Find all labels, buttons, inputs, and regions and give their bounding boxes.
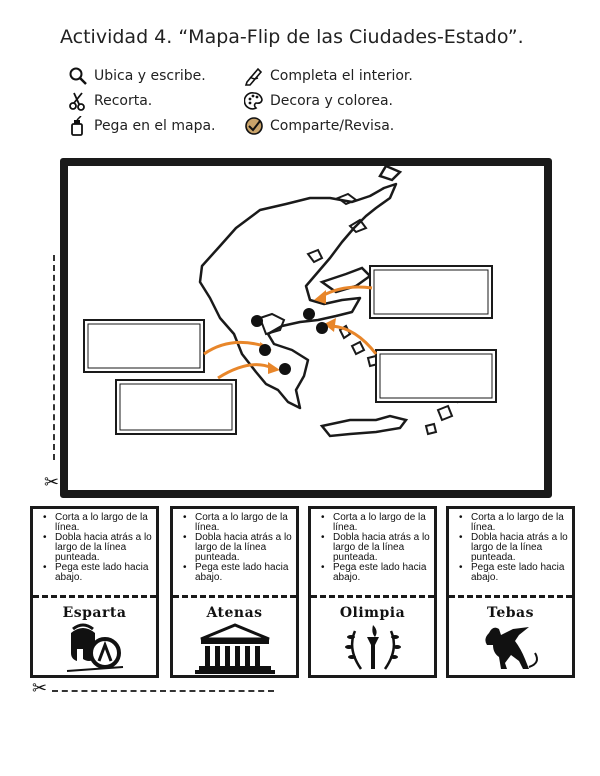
flap-instruction: • Corta a lo largo de la línea. (41, 513, 152, 533)
city-dot (303, 308, 315, 320)
fold-line (173, 595, 296, 598)
magnifier-icon (68, 66, 88, 86)
instruction-label: Pega en el mapa. (94, 118, 216, 134)
instruction-label: Recorta. (94, 93, 153, 109)
greece-map (60, 158, 552, 498)
flap-instruction: • Dobla hacia atrás a lo largo de la línea punteada. (181, 533, 292, 563)
flap-tebas (446, 506, 575, 678)
city-name: Tebas (487, 605, 534, 621)
glue-icon (68, 116, 88, 136)
greece-mainland-outline (200, 184, 396, 408)
page-title: Actividad 4. “Mapa-Flip de las Ciudades-Estado”. (60, 26, 524, 48)
city-dot (279, 363, 291, 375)
city-name: Esparta (62, 605, 127, 621)
instruction-share (244, 116, 394, 136)
city-name: Olimpia (339, 605, 406, 621)
instruction-decorate (244, 91, 393, 111)
flap-instruction: • Pega este lado hacia abajo. (457, 563, 568, 583)
flap-instruction: • Dobla hacia atrás a lo largo de la línea punteada. (319, 533, 430, 563)
city-dot (316, 322, 328, 334)
fold-line (311, 595, 434, 598)
fold-line (33, 595, 156, 598)
olympic-torch-laurel-icon (331, 623, 415, 675)
fold-line (449, 595, 572, 598)
spartan-helmet-shield-icon (53, 623, 137, 675)
sphinx-icon (469, 623, 553, 675)
instruction-glue (68, 116, 216, 136)
flap-instruction: • Pega este lado hacia abajo. (319, 563, 430, 583)
horizontal-cut-line (52, 690, 274, 692)
instruction-cut (68, 91, 152, 111)
city-name: Atenas (206, 605, 263, 621)
city-dot (251, 315, 263, 327)
flap-instruction: • Corta a lo largo de la línea. (457, 513, 568, 533)
label-scroll-top-right (370, 266, 492, 318)
flap-instruction: • Dobla hacia atrás a lo largo de la línea punteada. (457, 533, 568, 563)
scissors-icon: ✂ (32, 678, 48, 699)
instruction-label: Decora y colorea. (270, 93, 393, 109)
flap-instruction: • Pega este lado hacia abajo. (41, 563, 152, 583)
flap-atenas (170, 506, 299, 678)
instruction-complete (244, 66, 413, 86)
check-badge-icon (244, 116, 264, 136)
scissors-icon: ✂ (44, 472, 60, 493)
parthenon-icon (193, 623, 277, 675)
pointer-arrows (204, 287, 376, 378)
label-scroll-left-top (84, 320, 204, 372)
instruction-locate (68, 66, 206, 86)
flap-instruction: • Corta a lo largo de la línea. (181, 513, 292, 533)
instruction-label: Ubica y escribe. (94, 68, 206, 84)
city-dot (259, 344, 271, 356)
pencil-hand-icon (244, 66, 264, 86)
label-scroll-left-bottom (116, 380, 236, 434)
instruction-label: Completa el interior. (270, 68, 413, 84)
label-scroll-right-bottom (376, 350, 496, 402)
vertical-cut-line (53, 255, 55, 460)
palette-icon (244, 91, 264, 111)
scissors-icon (68, 91, 88, 111)
flap-instruction: • Corta a lo largo de la línea. (319, 513, 430, 533)
instruction-label: Comparte/Revisa. (270, 118, 395, 134)
flap-olimpia (308, 506, 437, 678)
flap-instruction: • Pega este lado hacia abajo. (181, 563, 292, 583)
flap-instruction: • Dobla hacia atrás a lo largo de la línea punteada. (41, 533, 152, 563)
flap-esparta (30, 506, 159, 678)
